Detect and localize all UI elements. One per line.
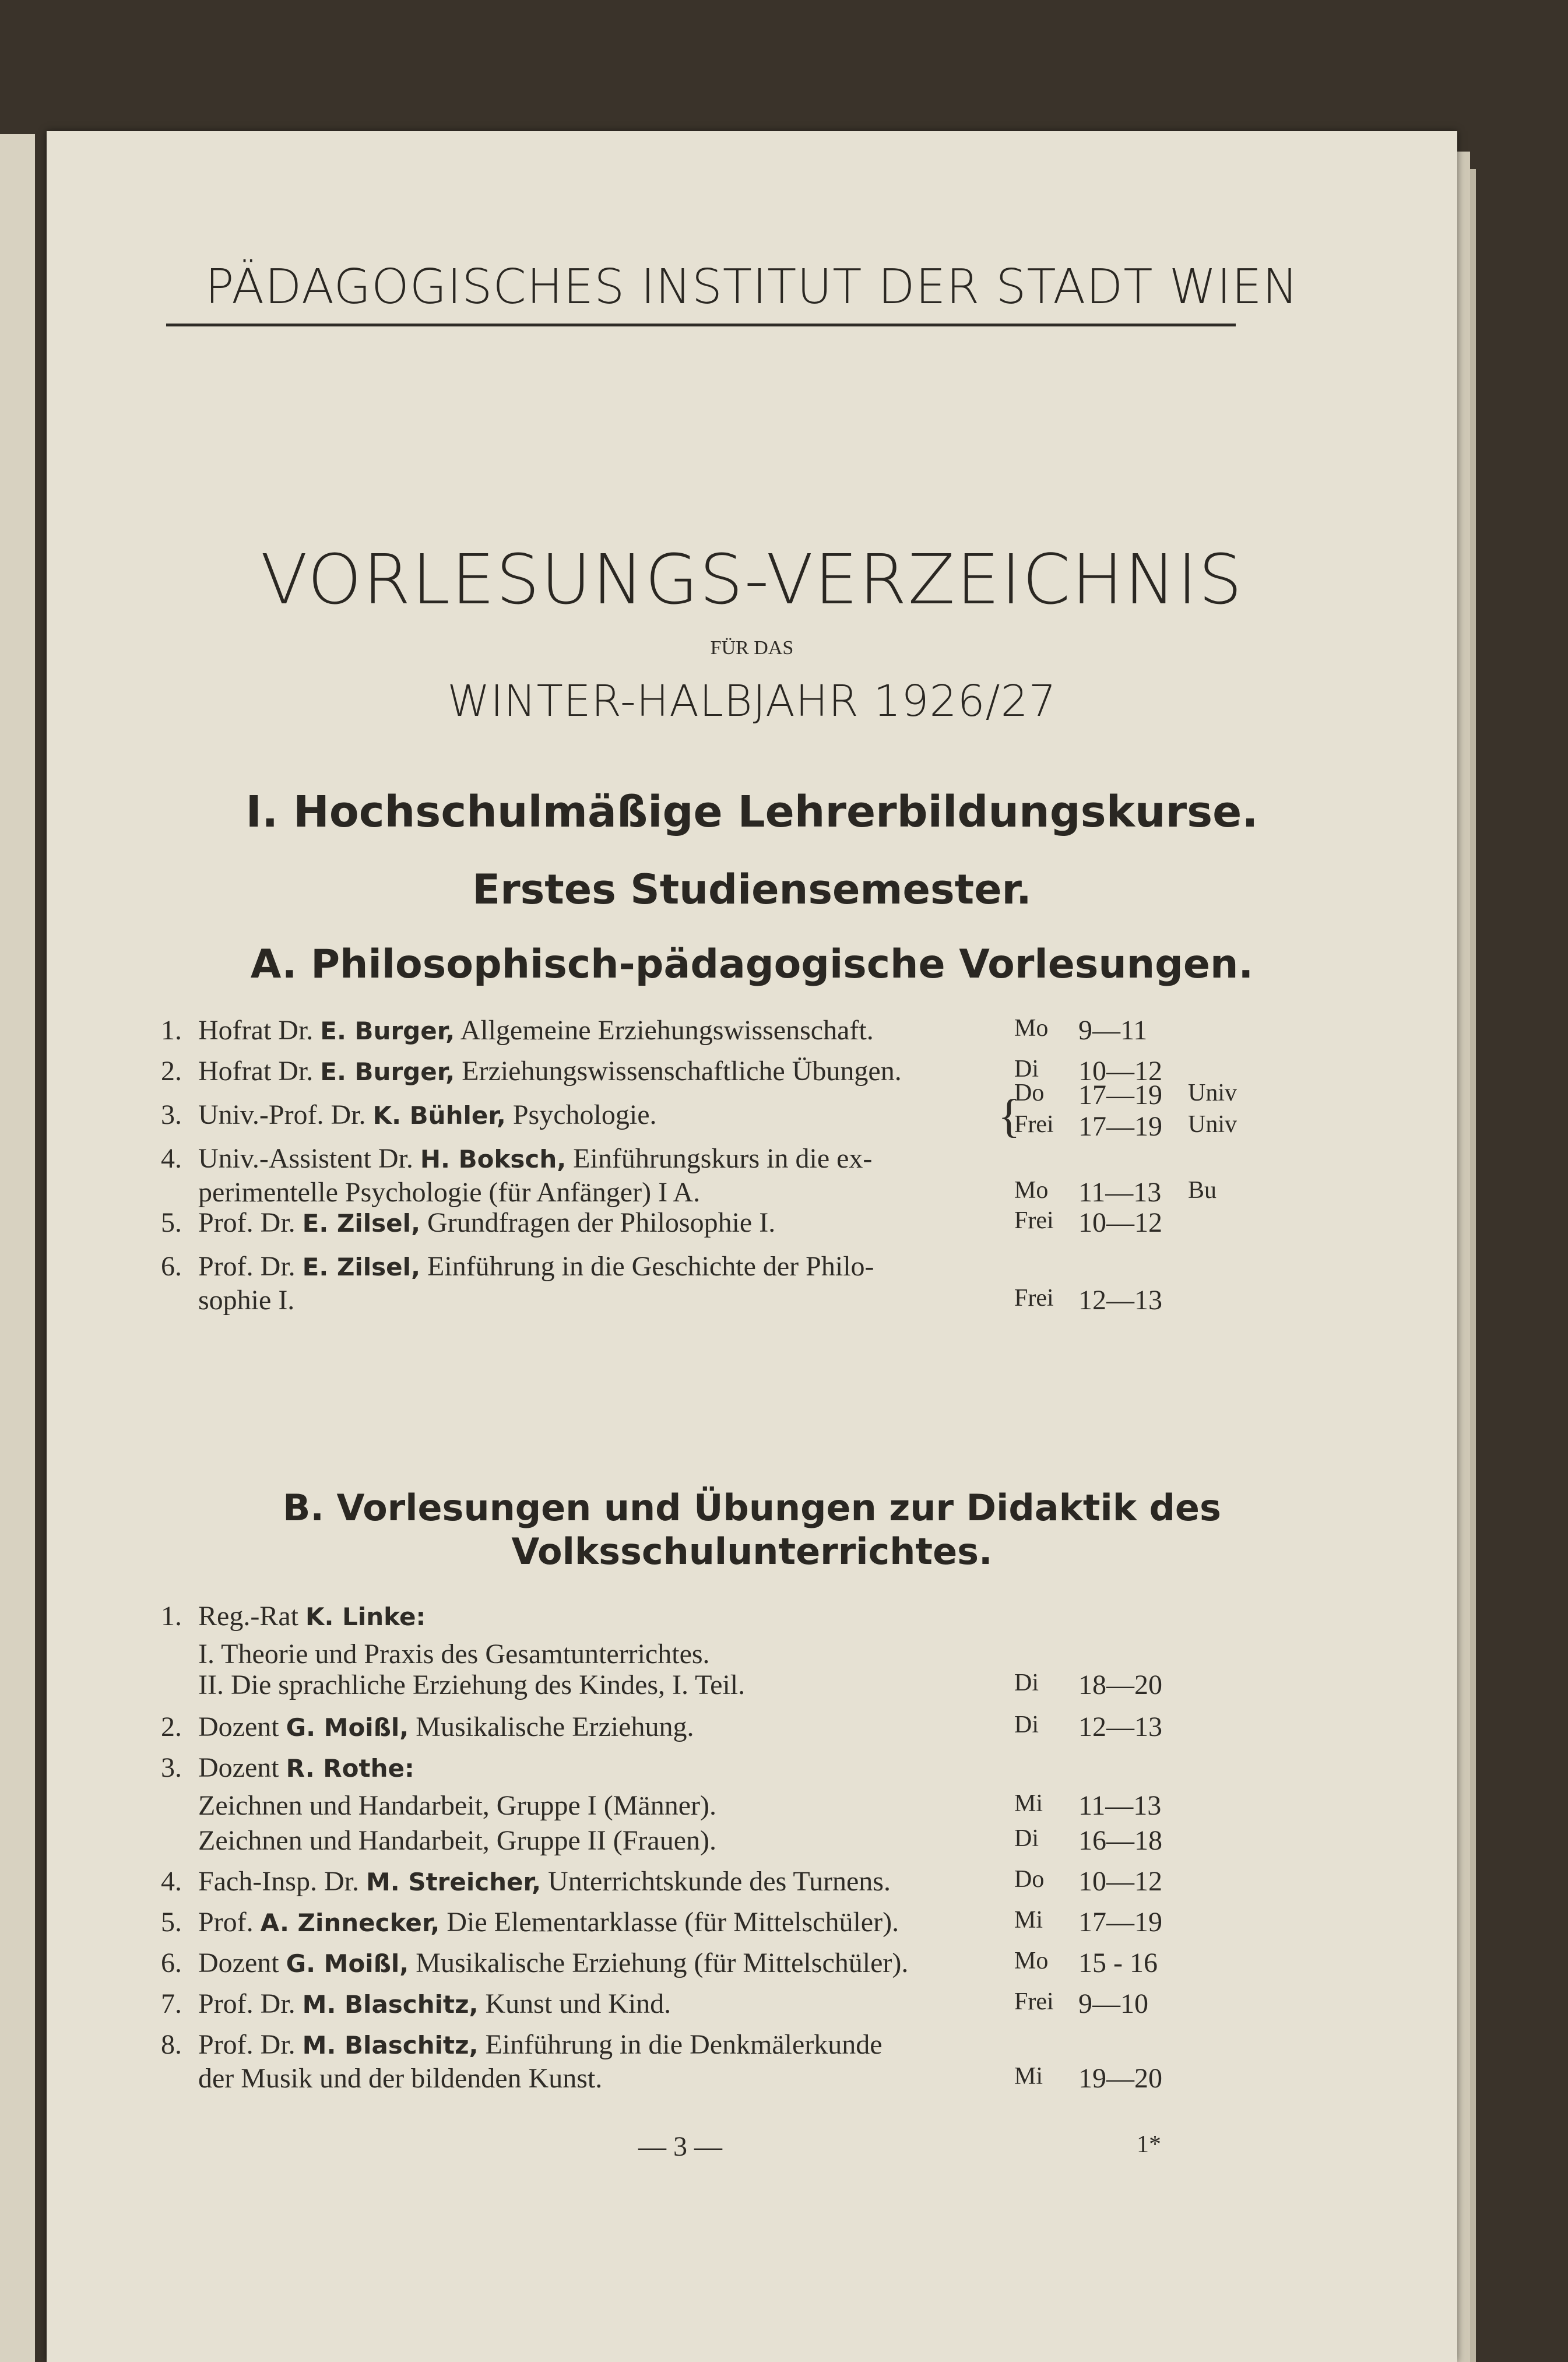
section-b-entry-text — [198, 1947, 908, 1979]
section-a-entry — [47, 1014, 1457, 1055]
section-a-entry — [47, 1250, 1457, 1316]
section-a-entry-number: 3. — [161, 1099, 182, 1130]
section-b-entry-title: Reg.-Rat — [198, 1601, 305, 1632]
section-1-subheading: Erstes Studiensemester. — [472, 866, 1032, 913]
section-b-lecturer-name: M. Blaschitz, — [302, 2031, 479, 2059]
section-b-lecturer-name: M. Streicher, — [365, 1868, 542, 1896]
section-b-entry-text — [198, 1711, 694, 1743]
section-b-entry-subject: Musikalische Erziehung (für Mittelschüler). — [409, 1948, 909, 1978]
section-a-entry-text — [198, 1014, 874, 1046]
section-a-entry-title: Hofrat Dr. — [198, 1015, 321, 1046]
section-b-time: 12—13 — [1078, 1711, 1162, 1742]
section-b-lecturer-name: R. Rothe: — [286, 1754, 414, 1783]
section-a-entry-text — [198, 1099, 657, 1131]
document-page — [47, 131, 1457, 2362]
section-a-entry-number: 4. — [161, 1143, 182, 1174]
section-b-lecturer-name: G. Moißl, — [286, 1949, 409, 1978]
section-b-entry — [47, 1988, 1457, 2029]
section-b-entry-text — [198, 1790, 716, 1822]
section-b-day: Frei — [1014, 1988, 1054, 2015]
section-b-day: Di — [1014, 1711, 1039, 1738]
left-page-edge — [0, 134, 35, 2362]
section-b-time: 17—19 — [1078, 1907, 1162, 1938]
section-a-entry-title: Prof. Dr. — [198, 1251, 303, 1282]
section-b-entry-subject: Musikalische Erziehung. — [409, 1711, 694, 1742]
section-b-entry-number: 3. — [161, 1752, 182, 1783]
section-b-entry-text — [198, 1600, 426, 1632]
section-b-time: 15 - 16 — [1078, 1948, 1158, 1978]
section-a-time: 17—19 — [1078, 1080, 1162, 1110]
section-b-day: Mi — [1014, 1907, 1043, 1934]
semester-label: WINTER-HALBJAHR 1926/27 — [447, 676, 1057, 726]
section-a-entry-subject: Einführung in die Geschichte der Philo- — [420, 1251, 874, 1282]
section-a-entry-title: Hofrat Dr. — [198, 1056, 321, 1087]
section-b-day: Di — [1014, 1669, 1039, 1696]
section-b-entry-text — [198, 1638, 710, 1670]
section-a-entry-text — [198, 1250, 874, 1282]
section-a-room: Univ — [1188, 1111, 1237, 1138]
section-a-entry-title: Univ.-Assistent Dr. — [198, 1143, 420, 1174]
section-b-entry-subject: Einführung in die Denkmälerkunde — [478, 2029, 883, 2060]
section-b-time: 16—18 — [1078, 1825, 1162, 1856]
section-b-entry-text — [198, 1752, 414, 1784]
page-stack-edge — [1457, 152, 1470, 2362]
section-b-heading-line1: B. Vorlesungen und Übungen zur Didaktik des — [283, 1486, 1221, 1529]
section-b-entry-text — [198, 1825, 716, 1857]
section-b-entry — [47, 1600, 1457, 1641]
section-a-day: Mo — [1014, 1015, 1049, 1042]
section-b-entry-number: 5. — [161, 1907, 182, 1938]
section-a-time: 10—12 — [1078, 1056, 1162, 1087]
section-b-entry — [47, 1752, 1457, 1792]
section-b-entry-text — [198, 1669, 745, 1701]
section-a-entry — [47, 1207, 1457, 1247]
section-a-entry-subject: Einführungskurs in die ex- — [566, 1143, 873, 1174]
section-a-entry-text — [198, 1055, 902, 1087]
section-a-entry-continuation: perimentelle Psychologie (für Anfänger) I A. — [198, 1177, 701, 1208]
section-a-entry-number: 1. — [161, 1015, 182, 1046]
section-b-time: 9—10 — [1078, 1988, 1148, 2019]
section-b-entry-text — [198, 1906, 899, 1938]
section-b-entry — [47, 1669, 1457, 1710]
section-a-entry — [47, 1080, 1457, 1142]
section-b-time: 10—12 — [1078, 1866, 1162, 1897]
section-a-entry-title: Prof. Dr. — [198, 1207, 303, 1238]
section-b-day: Di — [1014, 1825, 1039, 1852]
section-a-entry-number: 6. — [161, 1251, 182, 1282]
section-b-lecturer-name: K. Linke: — [305, 1602, 426, 1631]
section-a-time: 17—19 — [1078, 1111, 1162, 1142]
section-b-entry-text — [198, 1865, 891, 1897]
section-b-entry-title: Dozent — [198, 1711, 286, 1742]
section-b-entry-continuation: der Musik und der bildenden Kunst. — [198, 2063, 603, 2094]
section-b-entry — [47, 1865, 1457, 1906]
section-a-time: 9—11 — [1078, 1015, 1148, 1046]
section-a-day: Frei — [1014, 1111, 1054, 1138]
section-a-entry-text — [198, 1207, 775, 1239]
section-1-heading: I. Hochschulmäßige Lehrerbildungskurse. — [245, 787, 1258, 837]
section-b-entry-text — [198, 2029, 883, 2061]
section-b-entry-title: Prof. Dr. — [198, 1988, 303, 2019]
section-a-entry-number: 5. — [161, 1207, 182, 1238]
section-b-time: 11—13 — [1078, 1790, 1162, 1821]
section-a-lecturer-name: E. Zilsel, — [302, 1209, 421, 1238]
section-b-entry — [47, 1711, 1457, 1752]
section-b-heading-line2: Volksschulunterrichtes. — [511, 1530, 993, 1573]
document-title: VORLESUNGS-VERZEICHNIS — [261, 539, 1243, 620]
section-b-day: Mi — [1014, 1790, 1043, 1817]
section-a-lecturer-name: H. Boksch, — [420, 1145, 567, 1173]
section-a-entry-number: 2. — [161, 1056, 182, 1087]
section-b-lecturer-name: G. Moißl, — [286, 1713, 409, 1742]
section-a-lecturer-name: E. Burger, — [320, 1057, 455, 1086]
section-b-entry-title: II. Die sprachliche Erziehung des Kindes, I. Teil. — [198, 1669, 746, 1700]
section-b-entry-title: Zeichnen und Handarbeit, Gruppe II (Frauen). — [198, 1825, 716, 1856]
section-a-entry — [47, 1055, 1457, 1096]
fuer-das-label: FÜR DAS — [710, 637, 794, 659]
section-b-entry-number: 8. — [161, 2029, 182, 2060]
section-b-entry-title: Fach-Insp. Dr. — [198, 1866, 366, 1897]
section-a-entry-text — [198, 1143, 872, 1175]
section-a-day: Do — [1014, 1080, 1045, 1106]
section-b-entry-title: Zeichnen und Handarbeit, Gruppe I (Männer). — [198, 1790, 716, 1821]
section-b-entry-number: 2. — [161, 1711, 182, 1742]
section-a-room: Bu — [1188, 1177, 1217, 1204]
section-a-heading: A. Philosophisch-pädagogische Vorlesungen. — [250, 941, 1254, 987]
section-b-entry-title: I. Theorie und Praxis des Gesamtunterrichtes. — [198, 1639, 710, 1669]
signature-mark: 1* — [1137, 2131, 1161, 2158]
section-b-day: Do — [1014, 1866, 1045, 1893]
section-b-entry — [47, 1906, 1457, 1947]
section-a-entry-subject: Erziehungswissenschaftliche Übungen. — [455, 1056, 902, 1087]
section-a-entry-subject: Allgemeine Erziehungswissenschaft. — [455, 1015, 874, 1046]
section-a-day: Di — [1014, 1056, 1039, 1082]
section-a-time: 11—13 — [1078, 1177, 1162, 1208]
section-a-lecturer-name: E. Burger, — [320, 1017, 455, 1045]
section-b-entry-title: Prof. — [198, 1907, 261, 1938]
section-b-entry-subject: Kunst und Kind. — [478, 1988, 672, 2019]
section-b-entry — [47, 1825, 1457, 1865]
section-b-entry-text — [198, 1988, 671, 2020]
header-rule — [166, 324, 1236, 326]
section-a-day: Frei — [1014, 1285, 1054, 1312]
section-b-time: 19—20 — [1078, 2063, 1162, 2094]
section-a-lecturer-name: K. Bühler, — [372, 1101, 506, 1130]
section-a-entry-subject: Psychologie. — [505, 1099, 657, 1130]
section-b-entry-title: Dozent — [198, 1948, 286, 1978]
section-b-entry — [47, 1947, 1457, 1988]
section-a-brace: { — [998, 1091, 1021, 1142]
section-b-entry-number: 7. — [161, 1988, 182, 2019]
section-a-entry-subject: Grundfragen der Philosophie I. — [420, 1207, 776, 1238]
institute-name: PÄDAGOGISCHES INSTITUT DER STADT WIEN — [205, 259, 1299, 315]
section-b-lecturer-name: M. Blaschitz, — [302, 1990, 479, 2019]
section-b-day: Mi — [1014, 2063, 1043, 2090]
section-b-time: 18—20 — [1078, 1669, 1162, 1700]
section-a-time: 10—12 — [1078, 1207, 1162, 1238]
section-a-room: Univ — [1188, 1080, 1237, 1106]
section-a-day: Frei — [1014, 1207, 1054, 1234]
section-b-entry-title: Dozent — [198, 1752, 286, 1783]
section-b-entry-number: 6. — [161, 1948, 182, 1978]
section-b-entry — [47, 2029, 1457, 2094]
section-a-entry-continuation: sophie I. — [198, 1285, 295, 1316]
section-a-day: Mo — [1014, 1177, 1049, 1204]
section-b-entry-subject: Unterrichtskunde des Turnens. — [541, 1866, 891, 1897]
section-b-entry-number: 1. — [161, 1601, 182, 1632]
page-stack-edge-2 — [1470, 169, 1476, 2362]
page-number: — 3 — — [638, 2131, 722, 2162]
section-b-entry-title: Prof. Dr. — [198, 2029, 303, 2060]
section-b-day: Mo — [1014, 1948, 1049, 1974]
section-a-lecturer-name: E. Zilsel, — [302, 1253, 421, 1281]
section-b-entry-subject: Die Elementarklasse (für Mittelschüler). — [440, 1907, 899, 1938]
section-a-entry — [47, 1143, 1457, 1208]
section-b-entry-number: 4. — [161, 1866, 182, 1897]
section-b-lecturer-name: A. Zinnecker, — [260, 1908, 440, 1937]
section-a-time: 12—13 — [1078, 1285, 1162, 1316]
section-a-entry-title: Univ.-Prof. Dr. — [198, 1099, 373, 1130]
